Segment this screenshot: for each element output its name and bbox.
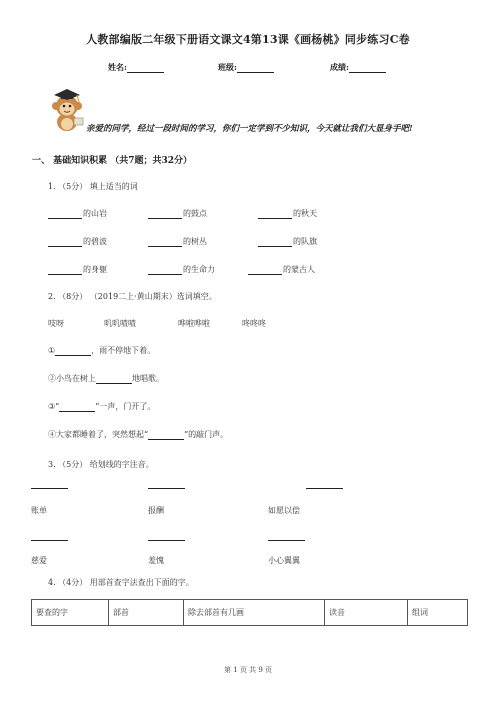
q1-blank-7: 的身躯 [48,264,107,275]
question-1-heading: 1. （5分） 填上适当的词 [48,182,138,191]
q2-sentence-2: ②小鸟在树上 地唱歌。 [48,374,164,383]
name-blank [127,63,164,73]
pinyin-blank [306,488,343,489]
greeting-message: 亲爱的同学，经过一段时间的学习，你们一定学到不少知识，今天就让我们大显身手吧! [86,124,413,134]
q2-sentence-3: ③“ ”一声，门开了。 [48,402,156,411]
q1-blank-3: 的秋天 [258,208,317,219]
answer-blank [148,209,182,219]
word-option-3: 哗啦哗啦 [178,319,210,328]
pinyin-blank [148,488,185,489]
q1-blank-8: 的生命力 [148,264,215,275]
score-label: 成绩: [330,62,349,72]
q1-blank-6: 的队旗 [258,236,317,247]
score-blank [349,63,386,73]
answer-blank [248,265,282,275]
question-3-heading: 3. （5分） 给划线的字注音。 [48,460,154,469]
name-label: 姓名: [108,62,127,72]
question-4-heading: 4. （4分） 用部首查字法查出下面的字。 [48,578,194,587]
pinyin-blank [148,540,185,541]
answer-blank [148,430,184,440]
word-option-1: 吱呀 [48,319,64,328]
q3-word-2: 报酬 [148,506,164,515]
page-footer: 第 1 页 共 9 页 [223,666,273,674]
question-2-heading: 2. （8分） （2019二上·黄山期末）选词填空。 [48,292,217,301]
table-header-cell: 读音 [325,600,408,626]
score-field [330,62,386,73]
radical-lookup-table [31,599,468,626]
answer-blank [258,209,292,219]
q3-word-6: 小心翼翼 [268,556,300,565]
answer-blank [48,237,82,247]
q3-word-1: 账单 [31,506,47,515]
word-option-4: 咚咚咚 [242,319,266,328]
q1-blank-4: 的碧波 [48,236,107,247]
answer-blank [258,237,292,247]
table-header-row [32,600,468,626]
q2-sentence-1: ① ，雨不停地下着。 [48,346,156,355]
pinyin-blank [31,488,68,489]
answer-blank [148,237,182,247]
monkey-mascot-icon [46,86,88,132]
pinyin-blank [268,540,305,541]
answer-blank [48,265,82,275]
answer-blank [48,209,82,219]
name-field [108,62,164,73]
q1-blank-9: 的蒙古人 [248,264,315,275]
table-header-cell: 要查的字 [32,600,109,626]
class-blank [237,63,274,73]
pinyin-blank [31,540,68,541]
page-title: 人教部编版二年级下册语文课文4第13课《画杨桃》同步练习C卷 [86,33,410,46]
answer-blank [96,374,132,384]
q1-blank-5: 的树丛 [148,236,207,247]
table-header-cell: 除去部首有几画 [184,600,325,626]
answer-blank [148,265,182,275]
q3-word-3: 如愿以偿 [268,506,300,515]
table-header-cell: 部首 [109,600,184,626]
answer-blank [55,346,91,356]
answer-blank [59,402,95,412]
q3-word-5: 羞愧 [148,556,164,565]
section-heading: 一、 基础知识积累 （共7题；共32分） [32,156,193,166]
q2-sentence-4: ④大家都睡着了，突然想起“ ”的敲门声。 [48,430,229,439]
word-option-2: 叽叽喳喳 [104,319,136,328]
table-header-cell: 组词 [408,600,468,626]
q1-blank-1: 的山岩 [48,208,107,219]
q1-blank-2: 的鼓点 [148,208,207,219]
q3-word-4: 慈爱 [31,556,47,565]
class-field [218,62,274,73]
class-label: 班级: [218,62,237,72]
